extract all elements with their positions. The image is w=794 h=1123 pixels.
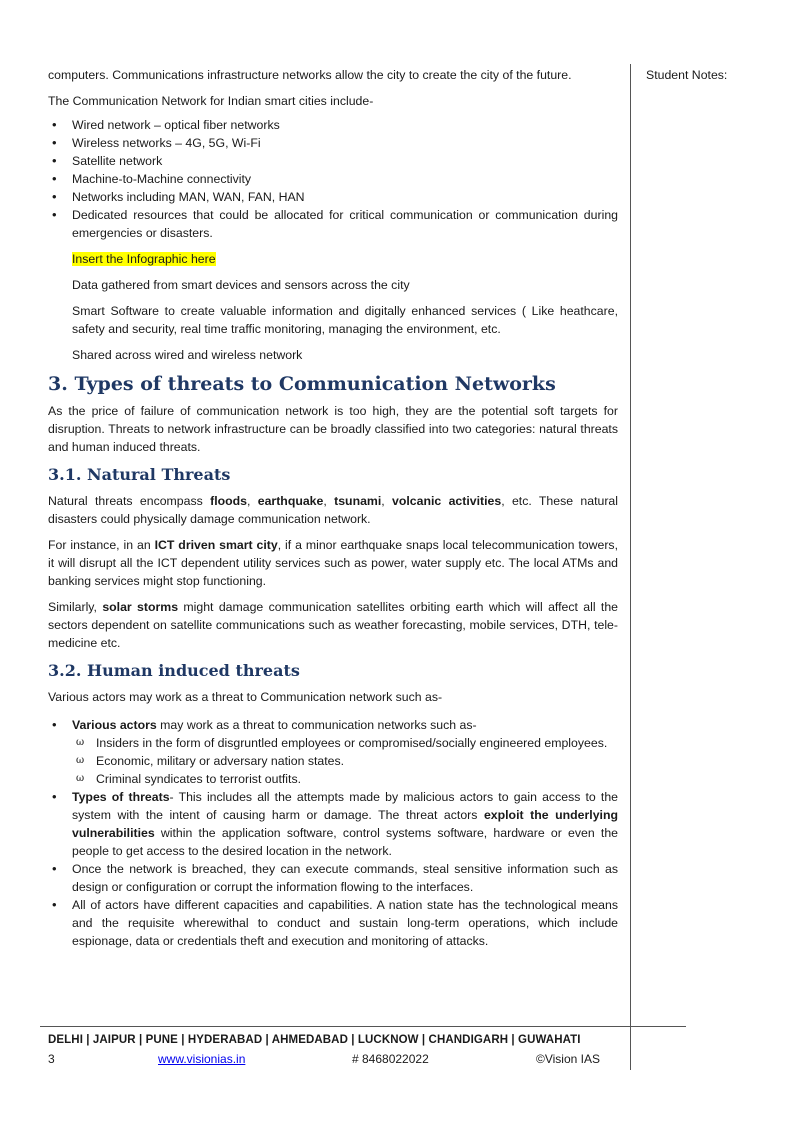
infographic-text-1: Data gathered from smart devices and sensors across the city — [72, 278, 410, 292]
infographic-placeholder — [72, 250, 618, 268]
list-item: • Wireless networks – 4G, 5G, Wi-Fi — [48, 134, 618, 152]
list-item: • Networks including MAN, WAN, FAN, HAN — [48, 188, 618, 206]
list-item: • Once the network is breached, they can execute commands, steal sensitive information such as design or configuration or corrupt the information flowing to the interfaces. — [48, 860, 618, 896]
text-run: , — [381, 494, 393, 508]
network-lead: The Communication Network for Indian smart cities include- — [48, 94, 374, 108]
section-3-2-heading: 3.2. Human induced threats — [48, 661, 300, 680]
human-threats-lead: Various actors may work as a threat to Communication network such as- — [48, 690, 443, 704]
page-number: 3 — [48, 1052, 55, 1066]
main-content — [48, 66, 618, 958]
natural-threats-paragraph-3 — [48, 598, 618, 652]
sub-list-item: ω Economic, military or adversary nation states. — [72, 752, 618, 770]
notes-divider — [630, 64, 631, 1070]
website-link[interactable]: www.visionias.in — [158, 1052, 246, 1066]
network-list — [48, 116, 618, 242]
list-item: • Dedicated resources that could be allocated for critical communication or communication during emergencies or disasters. — [48, 206, 618, 242]
bold-term: Various actors — [72, 718, 157, 732]
text-run: Similarly, — [48, 600, 103, 614]
text-run: - This includes all the attempts made by malicious actors to gain access to the system with the intent of causing harm or damage. The threat actors — [72, 790, 619, 822]
text-run: might damage communication satellites orbiting earth which will affect all the sectors dependent on satellite communications such as weather forecasting, mobile services, DTH, tele-medicine etc. — [48, 600, 618, 650]
human-threats-list — [48, 716, 618, 950]
highlighted-text: Insert the Infographic here — [72, 252, 216, 266]
intro-paragraph: computers. Communications infrastructure networks allow the city to create the city of the future. — [48, 68, 572, 82]
bold-term: earthquake — [257, 494, 324, 508]
bold-term: floods — [210, 494, 247, 508]
text-run: , if a minor earthquake snaps local telecommunication towers, it will disrupt all the ICT dependent utility services such as power, water supply etc. The local ATMs and banking services might stop functioning. — [48, 538, 618, 588]
actors-sublist — [72, 734, 618, 788]
phone-number: # 8468022022 — [352, 1052, 429, 1066]
list-item: • Machine-to-Machine connectivity — [48, 170, 618, 188]
bold-term: exploit the underlying vulnerabilities — [72, 808, 618, 840]
sub-list-item: ω Insiders in the form of disgruntled employees or compromised/socially engineered employees. — [72, 734, 618, 752]
natural-threats-paragraph-1 — [48, 492, 618, 528]
text-run: , — [247, 494, 258, 508]
sub-list-item: ω Criminal syndicates to terrorist outfits. — [72, 770, 618, 788]
infographic-text-2: Smart Software to create valuable information and digitally enhanced services ( Like heathcare, safety and security, real time traffic monitoring, managing the environment, etc. — [72, 304, 618, 336]
list-item: • Satellite network — [48, 152, 618, 170]
student-notes-label: Student Notes: — [646, 68, 728, 82]
copyright: ©Vision IAS — [536, 1052, 600, 1066]
footer-divider — [40, 1026, 686, 1027]
text-run: within the application software, control systems software, hardware or even the people to get access to the desired location in the network. — [72, 826, 618, 858]
section-3-paragraph: As the price of failure of communication network is too high, they are the potential soft targets for disruption. Threats to network infrastructure can be broadly classified into two categories: natural threats and human induced threats. — [48, 404, 618, 454]
bold-term: ICT driven smart city — [154, 538, 278, 552]
bold-term: solar storms — [102, 600, 179, 614]
section-3-heading: 3. Types of threats to Communication Networks — [48, 373, 556, 395]
text-run: may work as a threat to communication networks such as- — [156, 718, 477, 732]
section-3-1-heading: 3.1. Natural Threats — [48, 465, 231, 484]
footer-cities: DELHI | JAIPUR | PUNE | HYDERABAD | AHMEDABAD | LUCKNOW | CHANDIGARH | GUWAHATI — [48, 1034, 581, 1046]
text-run: Natural threats encompass — [48, 494, 211, 508]
text-run: , etc. These natural disasters could physically damage communication network. — [48, 494, 618, 526]
list-item: • Wired network – optical fiber networks — [48, 116, 618, 134]
text-run: For instance, in an — [48, 538, 155, 552]
infographic-text-3: Shared across wired and wireless network — [72, 348, 303, 362]
list-item — [48, 716, 618, 788]
text-run: , — [323, 494, 335, 508]
bold-term: volcanic activities — [392, 494, 502, 508]
bold-term: tsunami — [334, 494, 382, 508]
natural-threats-paragraph-2 — [48, 536, 618, 590]
footer-info — [48, 1052, 606, 1070]
list-item — [48, 788, 618, 860]
list-item: • All of actors have different capacities and capabilities. A nation state has the technological means and the requisite wherewithal to conduct and sustain long-term operations, which include espionage, data or credentials theft and execution and monitoring of attacks. — [48, 896, 618, 950]
bold-term: Types of threats — [72, 790, 170, 804]
